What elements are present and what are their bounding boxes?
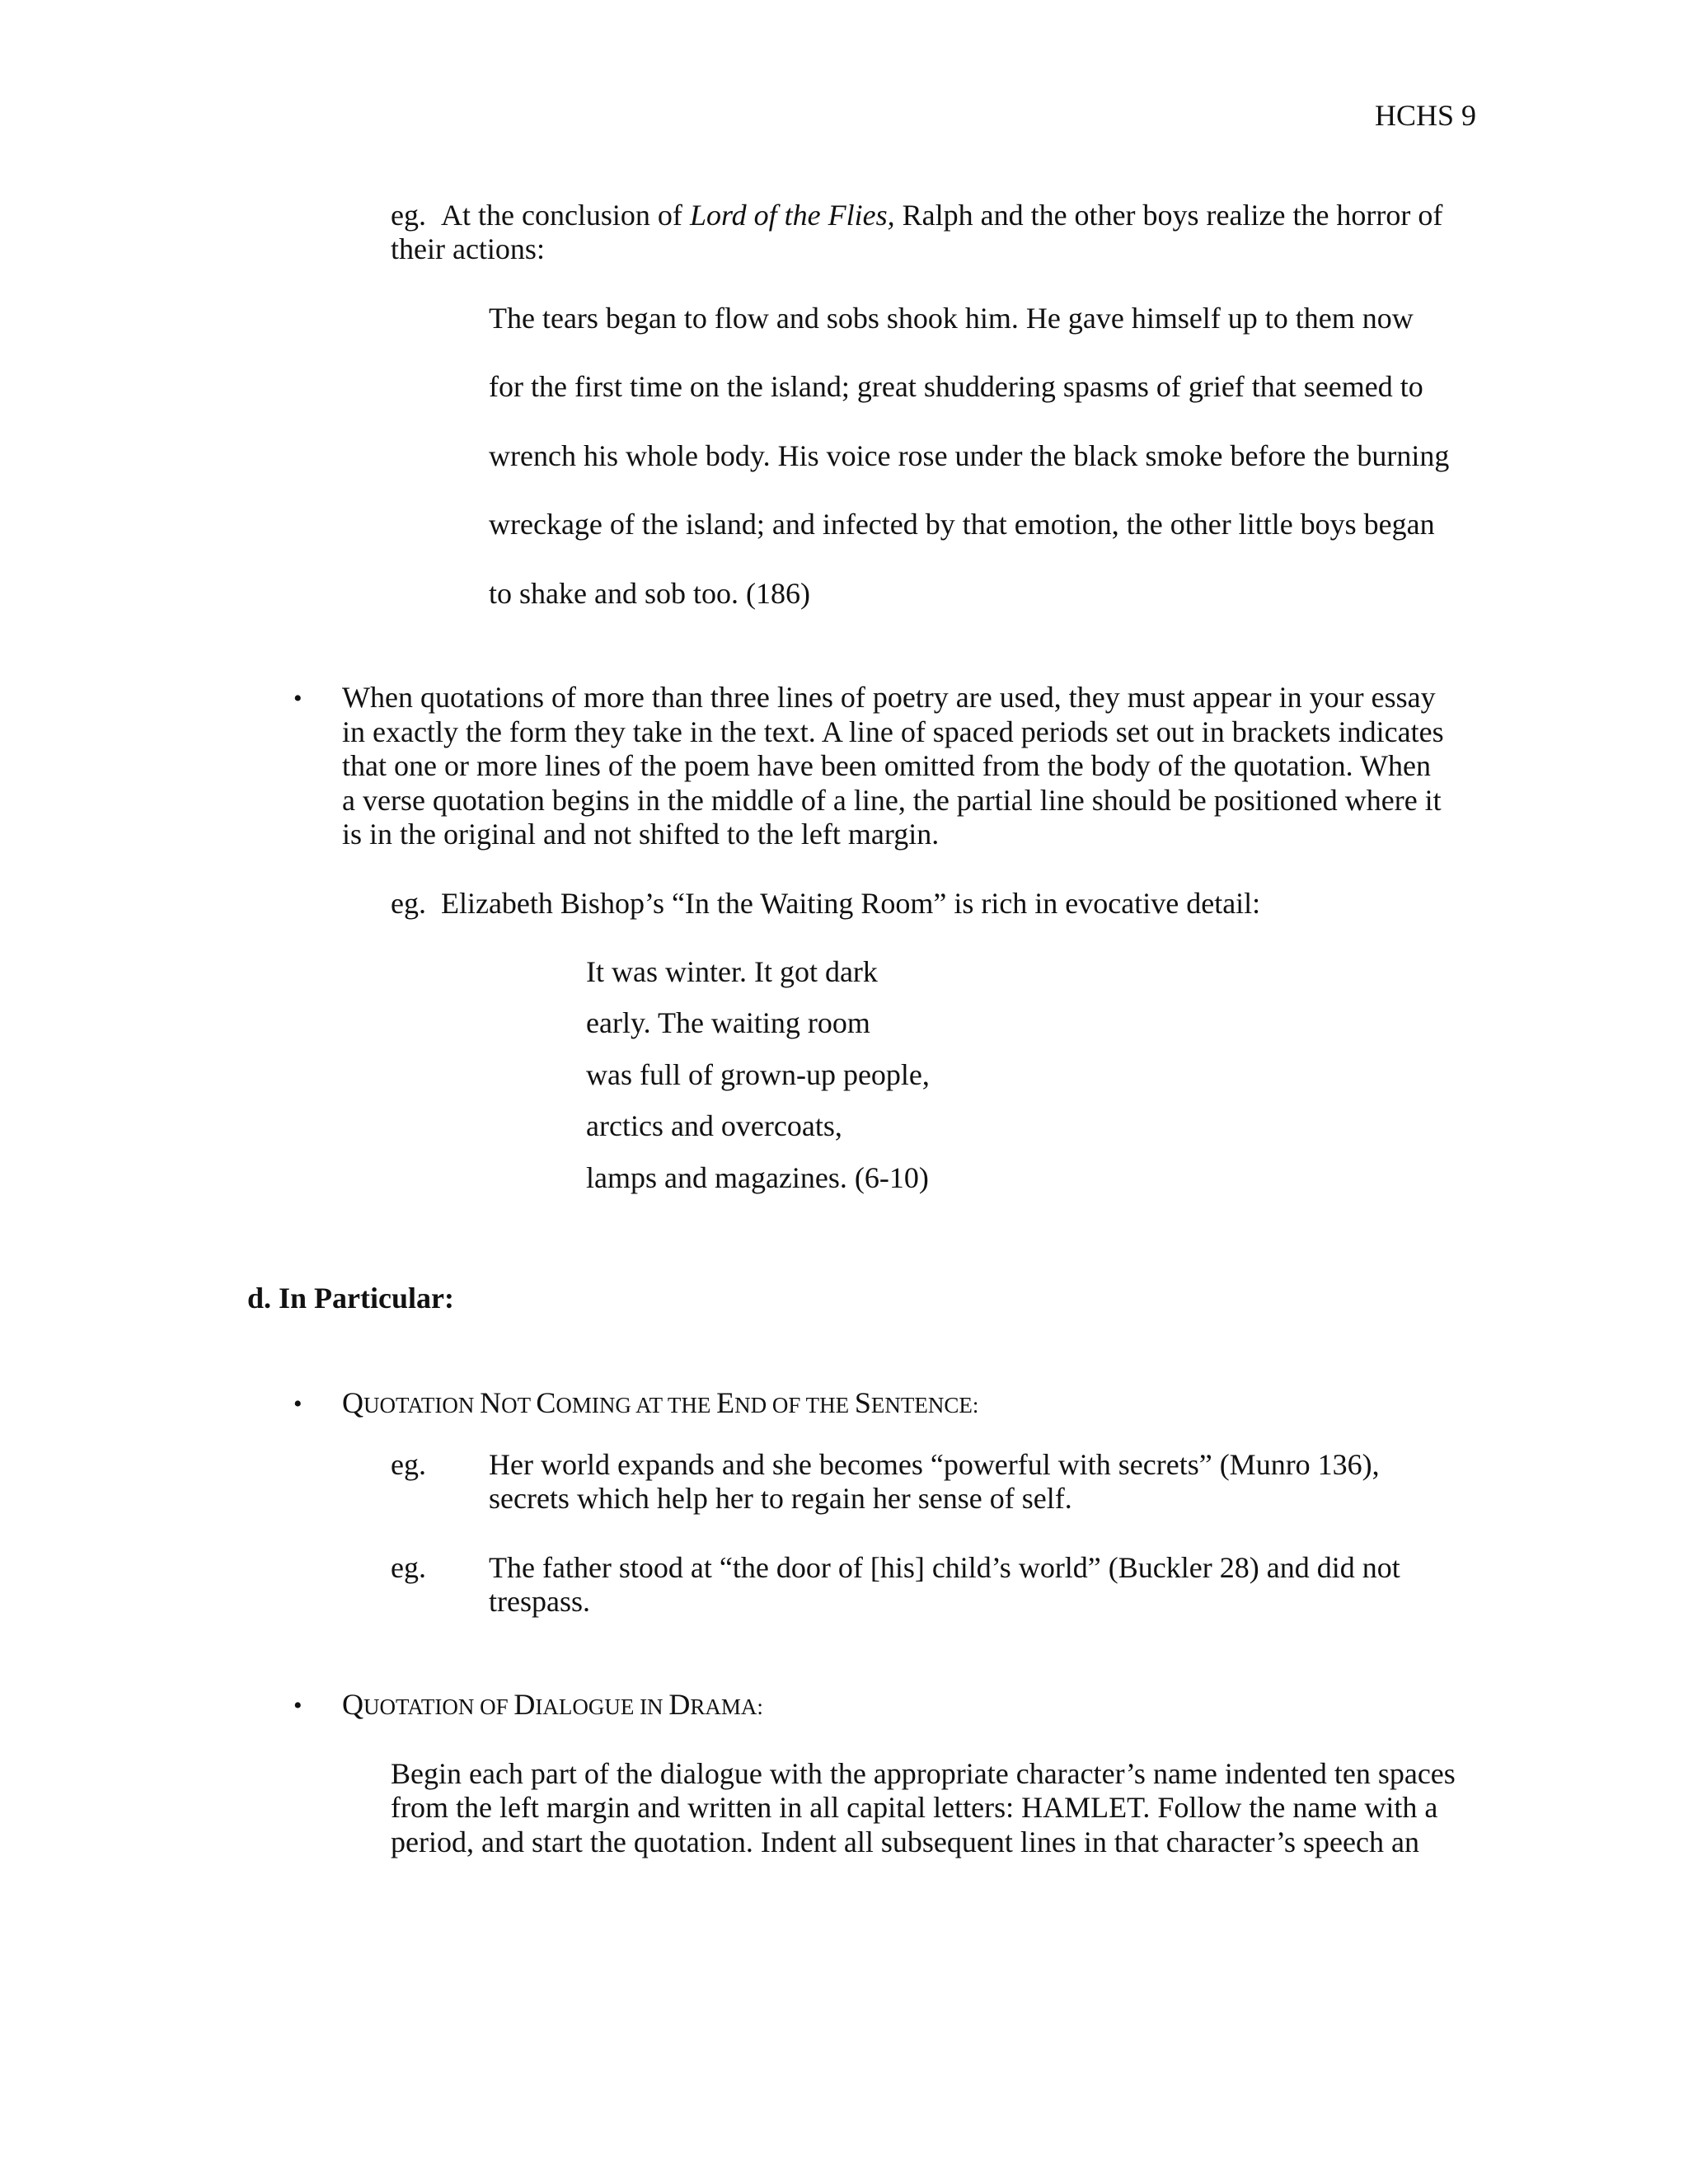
- bullet-marker: •: [293, 685, 302, 712]
- poem-line: lamps and magazines. (6-10): [586, 1161, 929, 1194]
- poetry-rule-line: in exactly the form they take in the text. A line of spaced periods set out in brackets indicates: [342, 715, 1444, 748]
- bullet-marker: •: [293, 1390, 302, 1418]
- example2-intro: [391, 888, 1260, 918]
- block-quote-line: wreckage of the island; and infected by that emotion, the other little boys began: [489, 508, 1435, 541]
- example1-book-title: Lord of the Flies,: [689, 199, 895, 232]
- subheading-dialogue-in-drama: QUOTATION OF DIALOGUE IN DRAMA:: [342, 1688, 763, 1721]
- block-quote-line: for the first time on the island; great shuddering spasms of grief that seemed to: [489, 370, 1423, 403]
- example-eg-label: eg.: [391, 1448, 426, 1481]
- drama-rule-line: period, and start the quotation. Indent all subsequent lines in that character’s speech an: [391, 1825, 1419, 1858]
- poetry-rule-line: that one or more lines of the poem have been omitted from the body of the quotation. When: [342, 749, 1431, 782]
- subheading-quotation-not-at-end: QUOTATION NOT COMING AT THE END OF THE SENTENCE:: [342, 1386, 979, 1419]
- block-quote-line: wrench his whole body. His voice rose under the black smoke before the burning: [489, 439, 1450, 472]
- poem-line: It was winter. It got dark: [586, 955, 878, 988]
- example-text-line: trespass.: [489, 1585, 590, 1618]
- example1-intro-after: Ralph and the other boys realize the horror of: [902, 199, 1443, 232]
- block-quote-line: The tears began to flow and sobs shook him. He gave himself up to them now: [489, 302, 1414, 335]
- example1-intro-before: At the conclusion of: [440, 199, 682, 232]
- poem-line: early. The waiting room: [586, 1006, 870, 1039]
- example-text-line: Her world expands and she becomes “powerful with secrets” (Munro 136),: [489, 1448, 1380, 1481]
- example-eg-label: eg.: [391, 1551, 426, 1584]
- example1-intro: [391, 200, 1442, 230]
- example1-eg-label: eg.: [391, 199, 426, 232]
- poetry-rule-line: is in the original and not shifted to the left margin.: [342, 818, 940, 851]
- poem-line: was full of grown-up people,: [586, 1058, 930, 1091]
- example1-intro-line2: their actions:: [391, 232, 545, 265]
- block-quote-line: to shake and sob too. (186): [489, 577, 810, 610]
- poetry-rule-line: a verse quotation begins in the middle of a line, the partial line should be positioned where it: [342, 784, 1442, 817]
- section-heading: d. In Particular:: [247, 1282, 454, 1315]
- example-text-line: The father stood at “the door of [his] child’s world” (Buckler 28) and did not: [489, 1551, 1400, 1584]
- example-text-line: secrets which help her to regain her sense of self.: [489, 1482, 1072, 1515]
- drama-rule-line: from the left margin and written in all capital letters: HAMLET. Follow the name with a: [391, 1791, 1438, 1824]
- bullet-marker: •: [293, 1692, 302, 1719]
- poem-line: arctics and overcoats,: [586, 1109, 842, 1142]
- example2-eg-label: eg.: [391, 887, 426, 920]
- drama-rule-line: Begin each part of the dialogue with the appropriate character’s name indented ten spaces: [391, 1757, 1456, 1790]
- example2-intro-text: Elizabeth Bishop’s “In the Waiting Room” is rich in evocative detail:: [440, 887, 1261, 920]
- page-header-label: HCHS 9: [1375, 99, 1477, 132]
- poetry-rule-line: When quotations of more than three lines of poetry are used, they must appear in your essay: [342, 681, 1436, 714]
